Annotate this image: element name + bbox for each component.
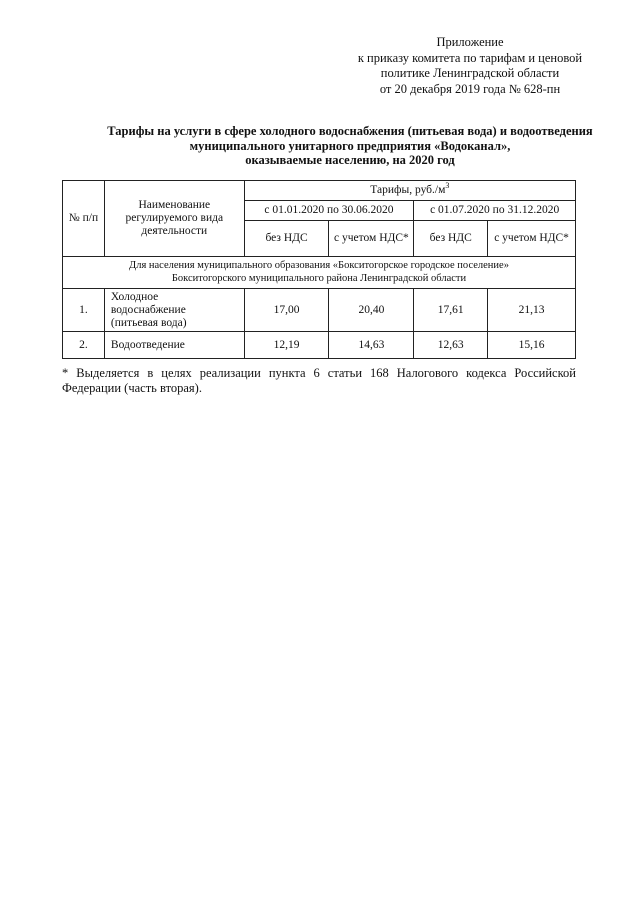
appendix-label: Приложение — [436, 35, 504, 49]
row-number: 2. — [63, 332, 105, 359]
table-section-row — [63, 257, 576, 289]
header-tariffs-sup: 3 — [445, 181, 450, 191]
row-number: 1. — [63, 289, 105, 332]
row-p2-no-vat: 12,63 — [414, 332, 488, 359]
row-p1-with-vat: 20,40 — [329, 289, 414, 332]
header-p1-with-vat: с учетом НДС* — [329, 221, 414, 257]
vat-footnote: * Выделяется в целях реализации пункта 6 статьи 168 Налогового кодекса Российской Федерации (часть вторая). — [62, 366, 576, 395]
document-title — [60, 124, 640, 168]
title-line-1: Тарифы на услуги в сфере холодного водоснабжения (питьевая вода) и водоотведения — [107, 124, 593, 138]
appendix-header — [350, 35, 590, 97]
header-p2-with-vat: с учетом НДС* — [488, 221, 576, 257]
tariffs-table — [62, 180, 576, 359]
row-activity — [104, 289, 244, 332]
table-row — [63, 289, 576, 332]
row-p1-with-vat: 14,63 — [329, 332, 414, 359]
row-p1-no-vat: 17,00 — [244, 289, 329, 332]
title-line-3: оказываемые населению, на 2020 год — [245, 153, 455, 167]
header-number: № п/п — [63, 181, 105, 257]
section-line-2: Бокситогорского муниципального района Ленинградской области — [171, 272, 467, 284]
header-p2-no-vat: без НДС — [414, 221, 488, 257]
row-p2-with-vat: 21,13 — [488, 289, 576, 332]
row-activity-line-3: (питьевая вода) — [110, 316, 187, 329]
header-period-1: с 01.01.2020 по 30.06.2020 — [244, 201, 414, 221]
row-p2-with-vat: 15,16 — [488, 332, 576, 359]
header-tariffs-text: Тарифы, руб./м — [370, 184, 446, 196]
row-activity-line-1: Холодное — [110, 290, 159, 303]
header-tariffs — [244, 181, 575, 201]
row-p1-no-vat: 12,19 — [244, 332, 329, 359]
row-p2-no-vat: 17,61 — [414, 289, 488, 332]
header-period-2: с 01.07.2020 по 31.12.2020 — [414, 201, 576, 221]
section-header — [63, 257, 576, 289]
section-line-1: Для населения муниципального образования «Бокситогорское городское поселение» — [129, 260, 509, 271]
table-header-row — [63, 181, 576, 201]
row-activity-line-2: водоснабжение — [110, 303, 186, 316]
appendix-committee-line: политике Ленинградской области — [380, 66, 560, 80]
row-activity: Водоотведение — [104, 332, 244, 359]
appendix-date-line: от 20 декабря 2019 года № 628-пн — [379, 81, 561, 96]
title-line-2: муниципального унитарного предприятия «Водоканал», — [189, 138, 511, 153]
table-row — [63, 332, 576, 359]
header-activity: Наименование регулируемого вида деятельности — [104, 181, 244, 257]
appendix-order-line: к приказу комитета по тарифам и ценовой — [357, 50, 583, 65]
header-p1-no-vat: без НДС — [244, 221, 329, 257]
